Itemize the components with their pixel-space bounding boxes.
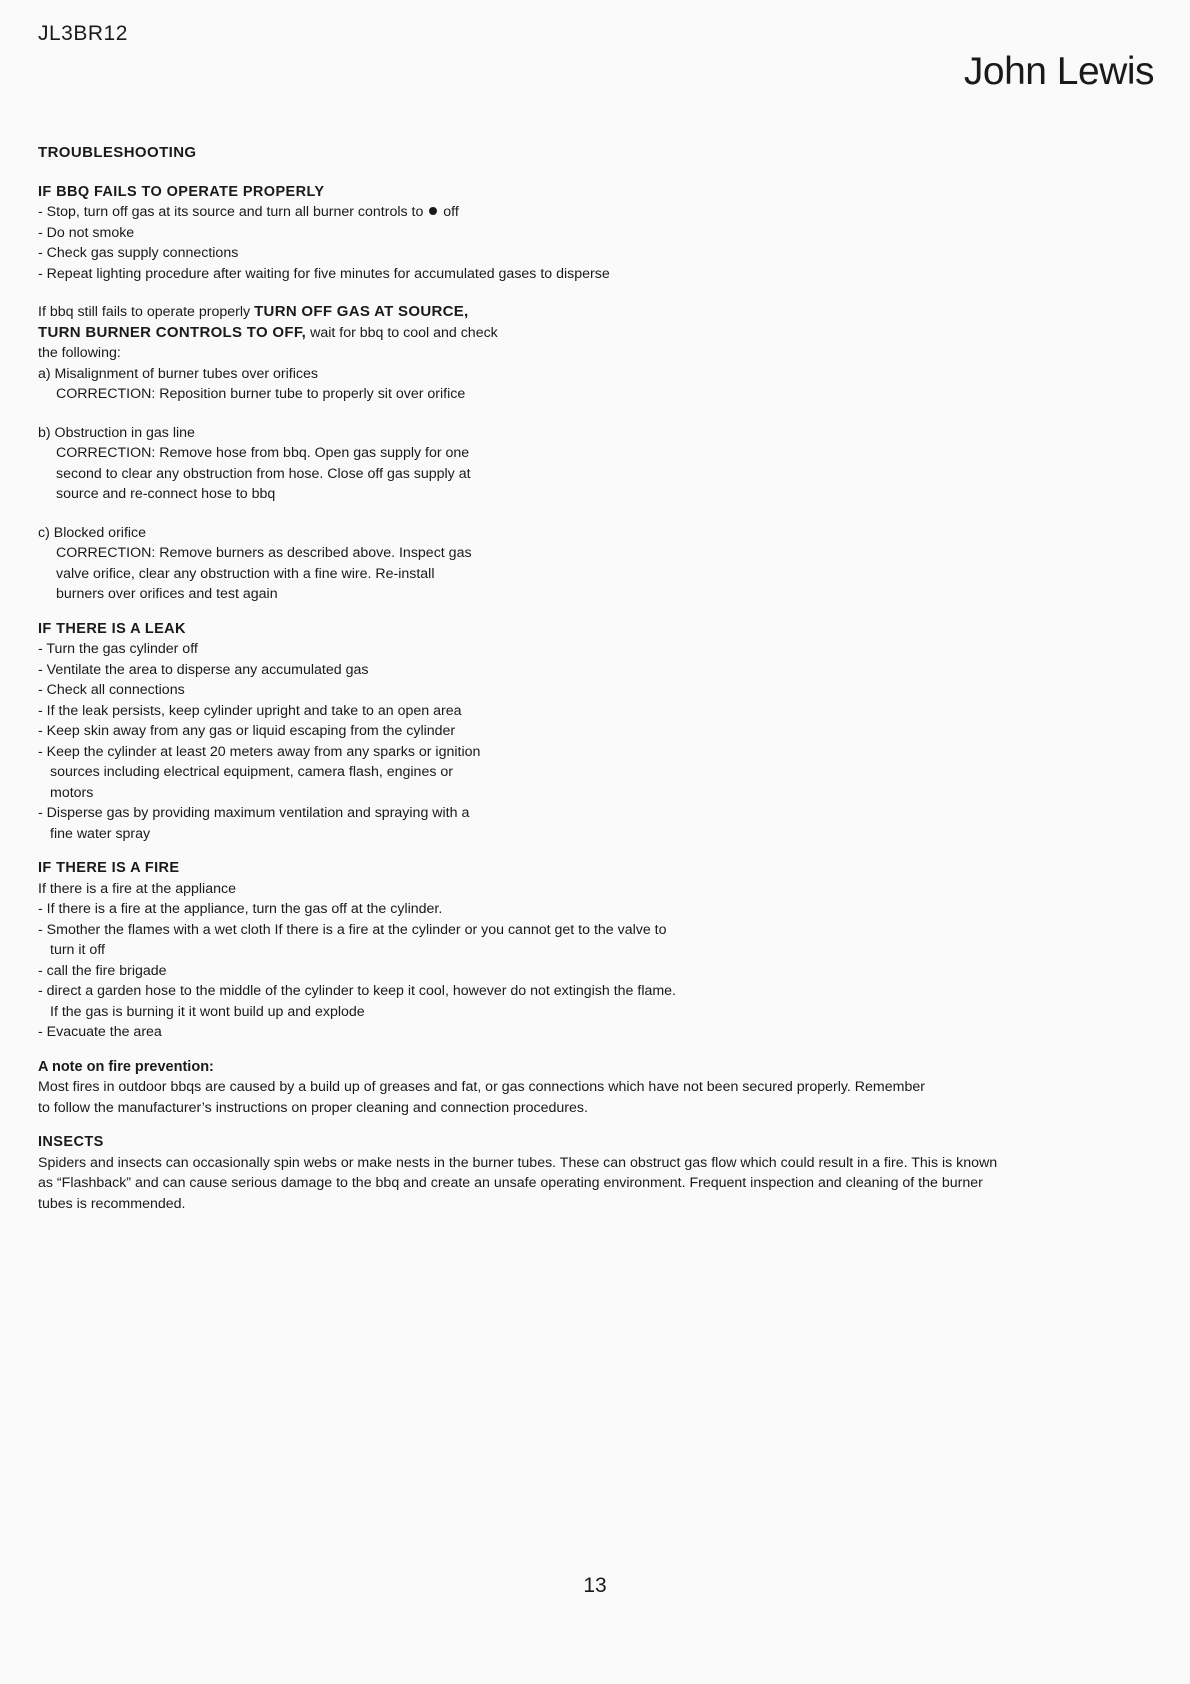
fire-step-4-cont: If the gas is burning it it wont build up and explode (50, 1003, 365, 1020)
leak-section (38, 619, 1098, 845)
insects-text-2: as “Flashback” and can cause serious damage to the bbq and create an unsafe operating environment. Frequent inspection and cleaning of the burner (38, 1175, 983, 1191)
leak-step-1: - Turn the gas cylinder off (38, 641, 198, 657)
leak-step-3: - Check all connections (38, 682, 185, 698)
fire-step-5: - Evacuate the area (38, 1024, 162, 1040)
still-fails-intro-2 (38, 323, 1098, 344)
fails-step-1-text: - Stop, turn off gas at its source and turn all burner controls to (38, 204, 424, 220)
still-fails-intro-1 (38, 302, 1098, 323)
item-c-correction-3: burners over orifices and test again (56, 586, 278, 602)
off-dot-icon (429, 207, 437, 215)
fails-step-1-off: off (443, 204, 459, 220)
intro-text: If bbq still fails to operate properly (38, 304, 251, 320)
fire-step-3: - call the fire brigade (38, 962, 167, 979)
fire-step-2-cont: turn it off (50, 942, 105, 958)
item-a-label: a) Misalignment of burner tubes over orifices (38, 365, 318, 382)
leak-step-2: - Ventilate the area to disperse any accumulated gas (38, 661, 369, 678)
page-number: 13 (583, 1574, 607, 1597)
item-c-label: c) Blocked orifice (38, 524, 147, 541)
prevention-heading: A note on fire prevention: (38, 1058, 214, 1075)
item-c-correction-2: valve orifice, clear any obstruction with a fine wire. Re-install (56, 565, 435, 582)
fire-step-1: - If there is a fire at the appliance, turn the gas off at the cylinder. (38, 901, 443, 917)
fire-heading: IF THERE IS A FIRE (38, 860, 180, 876)
item-b-correction-2: second to clear any obstruction from hose. Close off gas supply at (56, 465, 471, 482)
still-fails-section (38, 302, 1098, 605)
leak-step-7: - Disperse gas by providing maximum ventilation and spraying with a (38, 805, 470, 821)
fire-section (38, 858, 1098, 1043)
troubleshooting-content (38, 143, 1098, 1214)
leak-step-7-cont: fine water spray (50, 825, 151, 842)
intro-caps-1: TURN OFF GAS AT SOURCE, (254, 303, 469, 320)
leak-heading: IF THERE IS A LEAK (38, 620, 186, 637)
item-c-correction-1: CORRECTION: Remove burners as described above. Inspect gas (56, 545, 472, 561)
fails-heading: IF BBQ FAILS TO OPERATE PROPERLY (38, 183, 325, 200)
leak-step-4: - If the leak persists, keep cylinder upright and take to an open area (38, 702, 462, 719)
fails-section (38, 182, 1098, 285)
insects-text-1: Spiders and insects can occasionally spin webs or make nests in the burner tubes. These can obstruct gas flow which could result in a fire. This is known (38, 1154, 998, 1171)
prevention-text-2: to follow the manufacturer’s instructions on proper cleaning and connection procedures. (38, 1099, 588, 1116)
fire-step-2: - Smother the flames with a wet cloth If there is a fire at the cylinder or you cannot get to the valve to (38, 921, 667, 938)
leak-step-6: - Keep the cylinder at least 20 meters away from any sparks or ignition (38, 743, 481, 760)
fire-intro: If there is a fire at the appliance (38, 880, 236, 897)
item-a-correction: CORRECTION: Reposition burner tube to properly sit over orifice (56, 386, 466, 402)
item-b-correction-1: CORRECTION: Remove hose from bbq. Open gas supply for one (56, 445, 470, 461)
fails-step-2: - Do not smoke (38, 224, 135, 241)
prevention-section (38, 1057, 1098, 1119)
fails-step-1 (38, 202, 1098, 223)
item-b-correction-3: source and re-connect hose to bbq (56, 486, 276, 502)
still-fails-intro-3: the following: (38, 345, 121, 361)
intro-caps-2: TURN BURNER CONTROLS TO OFF, (38, 323, 307, 341)
insects-text-3: tubes is recommended. (38, 1195, 186, 1212)
prevention-text-1: Most fires in outdoor bbqs are caused by a build up of greases and fat, or gas connections which have not been secured properly. Remember (38, 1079, 925, 1095)
brand-logo: John Lewis (963, 50, 1154, 93)
fails-step-4: - Repeat lighting procedure after waiting for five minutes for accumulated gases to disperse (38, 265, 610, 282)
intro-text-2: wait for bbq to cool and check (310, 324, 498, 341)
fire-step-4: - direct a garden hose to the middle of the cylinder to keep it cool, however do not extingish the flame. (38, 983, 677, 999)
insects-section (38, 1132, 1098, 1214)
page-title: TROUBLESHOOTING (38, 144, 197, 161)
item-b-label: b) Obstruction in gas line (38, 424, 195, 441)
insects-heading: INSECTS (38, 1134, 104, 1150)
leak-step-6-cont-2: motors (50, 784, 94, 801)
model-number: JL3BR12 (38, 22, 128, 45)
fails-step-3: - Check gas supply connections (38, 245, 239, 261)
leak-step-5: - Keep skin away from any gas or liquid escaping from the cylinder (38, 723, 456, 739)
leak-step-6-cont: sources including electrical equipment, camera flash, engines or (50, 764, 453, 780)
